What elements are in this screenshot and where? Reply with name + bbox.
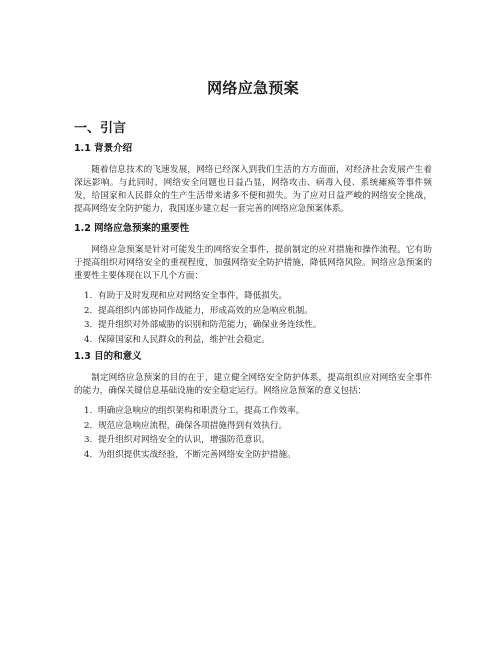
list-item-text: 明确应急响应的组织架构和职责分工，提高工作效率。 bbox=[98, 406, 305, 416]
list-item-text: 提升组织对网络安全的认识，增强防范意识。 bbox=[98, 435, 270, 445]
purpose-list bbox=[74, 404, 432, 462]
list-item-number: 3. bbox=[84, 435, 93, 445]
list-item-number: 4. bbox=[84, 449, 93, 460]
list-item-text: 有助于及时发现和应对网络安全事件，降低损失。 bbox=[98, 291, 288, 301]
list-item-number: 1. bbox=[84, 291, 93, 301]
list-item bbox=[74, 333, 432, 348]
list-item-text: 规范应急响应流程，确保各项措施得到有效执行。 bbox=[98, 420, 288, 431]
list-item bbox=[74, 419, 432, 434]
subsection-heading-background: 1.1 背景介绍 bbox=[74, 143, 133, 154]
document-title: 网络应急预案 bbox=[207, 79, 299, 97]
section-heading-introduction: 一、引言 bbox=[74, 121, 127, 136]
list-item-number: 2. bbox=[84, 305, 93, 316]
paragraph-purpose: 制定网络应急预案的目的在于，建立健全网络安全防护体系，提高组织应对网络安全事件的能力，确保关键信息基础设施的安全稳定运行。网络应急预案的意义包括： bbox=[74, 373, 432, 396]
list-item bbox=[74, 404, 432, 419]
list-item-text: 保障国家和人民群众的利益，维护社会稳定。 bbox=[98, 334, 270, 345]
importance-list bbox=[74, 289, 432, 347]
list-item bbox=[74, 318, 432, 333]
subsection-heading-purpose: 1.3 目的和意义 bbox=[74, 351, 142, 362]
list-item-number: 2. bbox=[84, 420, 93, 431]
paragraph-importance: 网络应急预案是针对可能发生的网络安全事件，提前制定的应对措施和操作流程。它有助于提高组织对网络安全的重视程度，加强网络安全防护措施，降低网络风险。网络应急预案的重要性主要体现在以下几个方面： bbox=[74, 245, 432, 281]
list-item bbox=[74, 304, 432, 319]
list-item-text: 提升组织对外部威胁的识别和防范能力，确保业务连续性。 bbox=[98, 320, 322, 330]
list-item-number: 4. bbox=[84, 334, 93, 345]
list-item bbox=[74, 433, 432, 448]
list-item-text: 提高组织内部协同作战能力，形成高效的应急响应机制。 bbox=[98, 305, 313, 316]
list-item-text: 为组织提供实战经验，不断完善网络安全防护措施。 bbox=[98, 449, 296, 460]
list-item-number: 3. bbox=[84, 320, 93, 330]
list-item bbox=[74, 448, 432, 463]
list-item-number: 1. bbox=[84, 406, 93, 416]
subsection-heading-importance: 1.2 网络应急预案的重要性 bbox=[74, 223, 190, 234]
paragraph-background: 随着信息技术的飞速发展，网络已经深入到我们生活的方方面面，对经济社会发展产生着深远影响。与此同时，网络安全问题也日益凸显，网络攻击、病毒入侵、系统瘫痪等事件频发，给国家和人民群众的生产生活带来诸多不便和损失。为了应对日益严峻的网络安全挑战，提高网络安全防护能力，我国逐步建立起一套完善的网络应急预案体系。 bbox=[74, 165, 432, 214]
list-item bbox=[74, 289, 432, 304]
